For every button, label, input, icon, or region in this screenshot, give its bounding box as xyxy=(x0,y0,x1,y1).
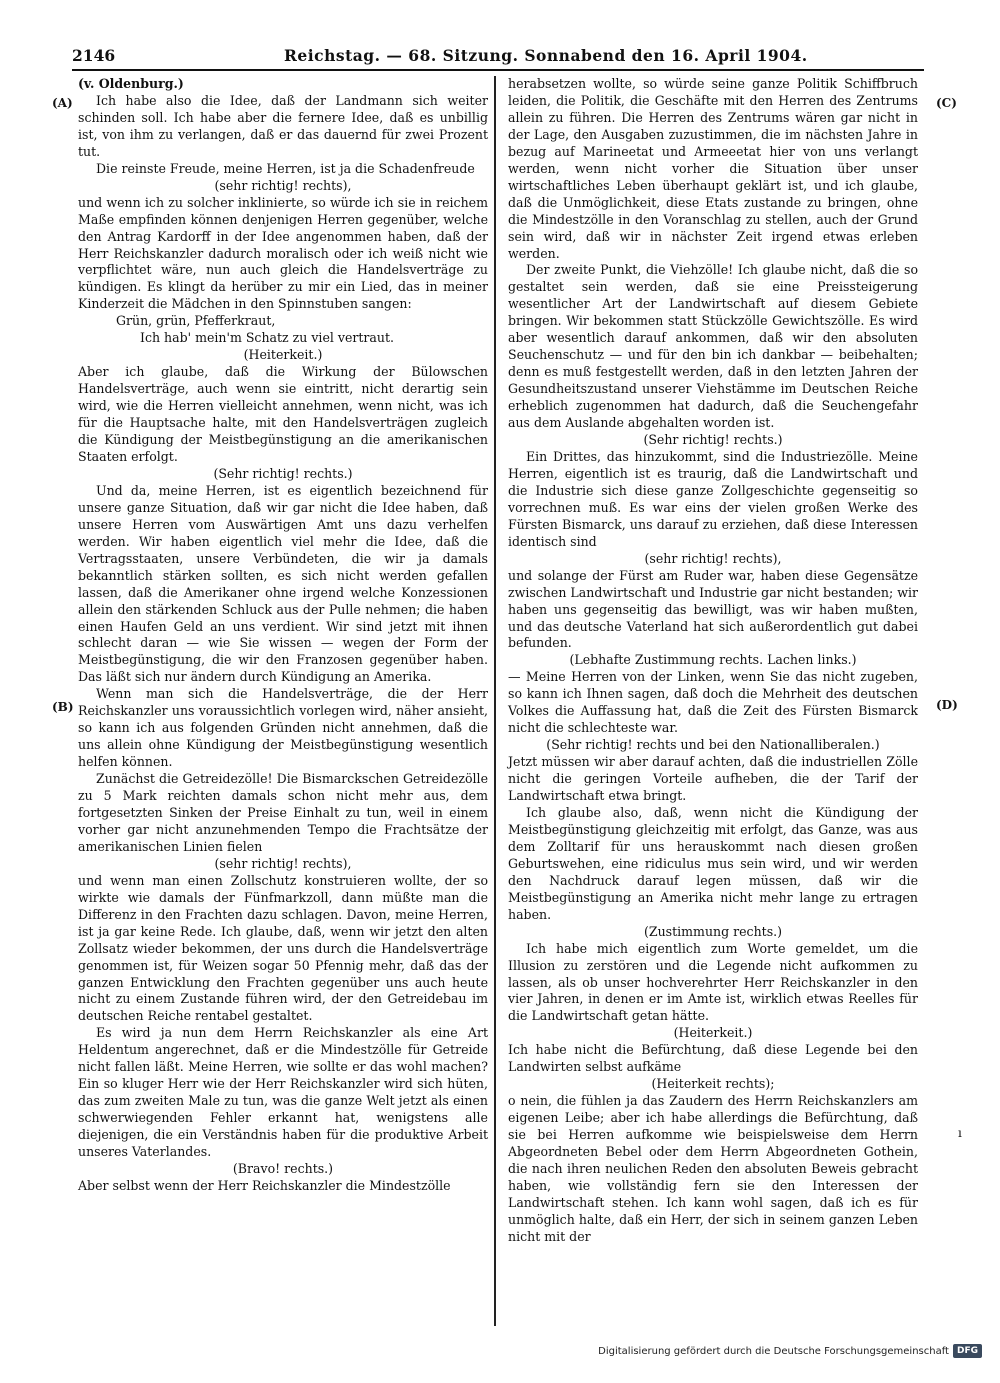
page-header xyxy=(72,44,924,68)
dfg-logo: DFG xyxy=(953,1344,982,1358)
paragraph: Jetzt müssen wir aber darauf achten, daß die industriellen Zölle nicht die geringen Vorteile aufheben, die der Tarif der Landwirtschaft etwa bringt. xyxy=(508,754,918,804)
interjection: (Sehr richtig! rechts und bei den Nationalliberalen.) xyxy=(546,737,880,753)
paragraph: und wenn man einen Zollschutz konstruieren wollte, der so wirkte wie damals der Fünfmarkzoll, dann müßte man die Differenz in den Frachten dazu schlagen. Davon, meine Herren, ist ja gar keine Rede. Ich glaube, daß, wenn wir jetzt den alten Zollsatz wieder bekommen, der uns durch die Handelsverträge genommen ist, für Weizen sogar 50 Pfennig mehr, daß das der ganzen Entwicklung den Frachten gegenüber uns auch heute nicht zu einem Zustande führen wird, der den Getreidebau im deutschen Reiche rentabel gestaltet. xyxy=(78,872,488,1024)
interjection: (Sehr richtig! rechts.) xyxy=(643,432,783,448)
interjection: (sehr richtig! rechts), xyxy=(214,855,352,871)
interjection: (sehr richtig! rechts), xyxy=(214,177,352,193)
margin-marker-a: (A) xyxy=(52,96,73,110)
interjection: (Heiterkeit.) xyxy=(243,347,323,363)
header-title: Reichstag. — 68. Sitzung. Sonnabend den 16. April 1904. xyxy=(284,46,808,65)
footer xyxy=(598,1341,982,1361)
paragraph: und wenn ich zu solcher inklinierte, so würde ich sie in reichem Maße empfinden können denjenigen Herren gegenüber, welche den Antrag Kardorff in der Idee angenommen haben, daß der Herr Reichskanzler dadurch moralisch oder ich weiß nicht wie verpflichtet wäre, nun auch gleich die Handelsverträge zu kündigen. Es klingt da herüber zu mir ein Lied, das in meiner Kinderzeit die Mädchen in den Spinnstuben sangen: xyxy=(78,194,488,312)
interjection: (Sehr richtig! rechts.) xyxy=(213,465,353,481)
paragraph: Ich hab' mein'm Schatz zu viel vertraut. xyxy=(140,330,395,346)
paragraph: Aber ich glaube, daß die Wirkung der Bülowschen Handelsverträge, auch wenn sie eintritt, nicht derartig sein wird, wie die Herren vielleicht annehmen, wenn nicht, was ich für die Hauptsache halte, mit den Handelsverträgen zugleich die Kündigung der Meistbegünstigung an die amerikanischen Staaten erfolgt. xyxy=(78,364,488,464)
paragraph: Ein Drittes, das hinzukommt, sind die Industriezölle. Meine Herren, eigentlich ist es traurig, daß die Landwirtschaft und die Industrie sich diese ganze Zollgeschichte gegenseitig so vorrechnen muß. Es war eins der vielen großen Werke des Fürsten Bismarck, uns darauf zu erziehen, daß diese Interessen identisch sind xyxy=(508,448,918,549)
paragraph: herabsetzen wollte, so würde seine ganze Politik Schiffbruch leiden, die Politik, die Geschäfte mit den Herren des Zentrums allein zu führen. Die Herren des Zentrums wären gar nicht in der Lage, den Ausgaben zuzustimmen, die im nächsten Jahre in bezug auf Marineetat und Armeeetat hier von uns verlangt werden, wenn nicht vorher die Situation über unser wirtschaftliches Leben überhaupt geklärt ist, und ich glaube, daß die Unmöglichkeit, diese Etats zustande zu bringen, ohne die Mindestzölle in den Voranschlag zu stellen, auch der Grund sein wird, daß wir in nächster Zeit irgend etwas erleben werden. xyxy=(508,76,918,261)
footer-text: Digitalisierung gefördert durch die Deutsche Forschungsgemeinschaft xyxy=(598,1345,949,1357)
interjection: (Heiterkeit rechts); xyxy=(651,1076,775,1092)
page-number: 2146 xyxy=(72,46,116,65)
paragraph: — Meine Herren von der Linken, wenn Sie das nicht zugeben, so kann ich Ihnen sagen, daß doch die Mehrheit des deutschen Volkes die Auffassung hat, daß die Zeit des Fürsten Bismarck nicht die schlechteste war. xyxy=(508,669,918,736)
paragraph: Zunächst die Getreidezölle! Die Bismarckschen Getreidezölle zu 5 Mark reichten damals schon nicht mehr aus, dem fortgesetzten Sinken der Preise Einhalt zu tun, weil in einem vorher gar nicht anzunehmenden Tempo die Frachtsätze der amerikanischen Linien fielen xyxy=(78,771,488,854)
interjection: (Heiterkeit.) xyxy=(673,1025,753,1041)
interjection: (Zustimmung rechts.) xyxy=(643,923,783,939)
paragraph: Grün, grün, Pfefferkraut, xyxy=(116,313,276,329)
paragraph: und solange der Fürst am Ruder war, haben diese Gegensätze zwischen Landwirtschaft und Industrie gar nicht bestanden; wir haben uns gegenseitig das bewilligt, was wir haben mußten, und das deutsche Vaterland hat sich außerordentlich gut dabei befunden. xyxy=(508,567,918,651)
right-column xyxy=(508,76,918,1246)
paragraph: Der zweite Punkt, die Viehzölle! Ich glaube nicht, daß die so gestaltet sein werden, daß sie eine Preissteigerung wesentlicher Art der Landwirtschaft auf diesem Gebiete bringen. Wir bekommen statt Stückzölle Gewichtszölle. Es wird aber wesentlich darauf ankommen, daß wir den absoluten Seuchenschutz — und für den bin ich dankbar — beibehalten; denn es muß festgestellt werden, daß in den letzten Jahren der Gesundheitszustand unserer Viehstämme im Deutschen Reiche erheblich zugenommen hat dadurch, daß die Seuchengefahr aus dem Auslande abgehalten worden ist. xyxy=(508,262,918,431)
speaker-name: (v. Oldenburg.) xyxy=(78,76,184,91)
paragraph: Ich glaube also, daß, wenn nicht die Kündigung der Meistbegünstigung gleichzeitig mit erfolgt, das Ganze, was aus dem Zolltarif für uns herauskommt nach diesen großen Geburtswehen, eine ridiculus mus sein wird, und wir werden den Nachdruck darauf legen müssen, daß wir die Meistbegünstigung an Amerika nicht mehr lange zu ertragen haben. xyxy=(508,804,918,922)
paragraph: Ich habe mich eigentlich zum Worte gemeldet, um die Illusion zu zerstören und die Legende nicht aufkommen zu lassen, als ob unser hochverehrter Herr Reichskanzler in den vier Jahren, in denen er im Amte ist, wirklich etwas Reelles für die Landwirtschaft getan hätte. xyxy=(508,940,918,1024)
paragraph: Wenn man sich die Handelsverträge, die der Herr Reichskanzler uns voraussichtlich vorlegen wird, näher ansieht, so kann ich aus folgenden Gründen nicht annehmen, daß die uns allein ohne Kündigung der Meistbegünstigung wesentlich helfen können. xyxy=(78,686,488,770)
paragraph: Es wird ja nun dem Herrn Reichskanzler als eine Art Heldentum angerechnet, daß er die Mindestzölle für Getreide nicht fallen läßt. Meine Herren, wie sollte er das wohl machen? Ein so kluger Herr wie der Herr Reichskanzler wird sich hüten, das zum zweiten Male zu tun, was die ganze Welt jetzt als einen schwerwiegenden Fehler erkannt hat, wenigstens alle diejenigen, die ein Verständnis haben für die produktive Arbeit unseres Vaterlandes. xyxy=(78,1025,488,1160)
paragraph: Aber selbst wenn der Herr Reichskanzler die Mindestzölle xyxy=(78,1177,451,1193)
interjection: (Lebhafte Zustimmung rechts. Lachen links.) xyxy=(569,652,857,668)
paragraph: Ich habe nicht die Befürchtung, daß diese Legende bei den Landwirten selbst aufkäme xyxy=(508,1042,918,1075)
paragraph: Ich habe also die Idee, daß der Landmann sich weiter schinden soll. Ich habe aber die fernere Idee, daß es unbillig ist, von ihm zu verlangen, daß er das dauernd für zwei Prozent tut. xyxy=(78,92,488,159)
paragraph: o nein, die fühlen ja das Zaudern des Herrn Reichskanzlers am eigenen Leibe; aber ich habe allerdings die Befürchtung, daß sie bei Herren aufkomme wie beispielsweise dem Herrn Abgeordneten Bebel oder dem Herrn Abgeordneten Gothein, die nach ihren neulichen Reden den absoluten Beweis gebracht haben, wie vollständig fern sie den Interessen der Landwirtschaft stehen. Ich kann wohl sagen, daß ich es für unmöglich halte, daß ein Herr, der sich in seinem ganzen Leben nicht mit der xyxy=(508,1093,918,1244)
left-column xyxy=(78,76,488,1195)
margin-marker-c: (C) xyxy=(936,96,957,110)
interjection: (sehr richtig! rechts), xyxy=(644,550,782,566)
paragraph: Die reinste Freude, meine Herren, ist ja die Schadenfreude xyxy=(96,160,475,176)
interjection: (Bravo! rechts.) xyxy=(232,1161,334,1176)
paragraph: Und da, meine Herren, ist es eigentlich bezeichnend für unsere ganze Situation, daß wir gar nicht die Idee haben, daß unsere Herren vom Auswärtigen Amt uns dazu verhelfen werden. Wir haben eigentlich viel mehr die Idee, daß die Vertragsstaaten, unsere Verbündeten, die wir ja damals bekanntlich stärken sollten, es sich nicht werden gefallen lassen, daß die Amerikaner ohne irgend welche Konzessionen allein den stärkenden Schluck aus der Pulle nehmen; die haben einen Haufen Geld an uns verdient. Wir sind jetzt mit ihnen schlecht daran — wie Sie wissen — wegen der Form der Meistbegünstigung, die wir den Franzosen gegenüber haben. Das läßt sich nur ändern durch Kündigung an Amerika. xyxy=(78,482,488,685)
margin-marker-b: (B) xyxy=(52,700,74,714)
margin-marker-d: (D) xyxy=(936,698,958,712)
header-rule xyxy=(72,69,924,71)
stray-mark: ı xyxy=(958,1126,962,1140)
column-divider xyxy=(494,76,496,1326)
